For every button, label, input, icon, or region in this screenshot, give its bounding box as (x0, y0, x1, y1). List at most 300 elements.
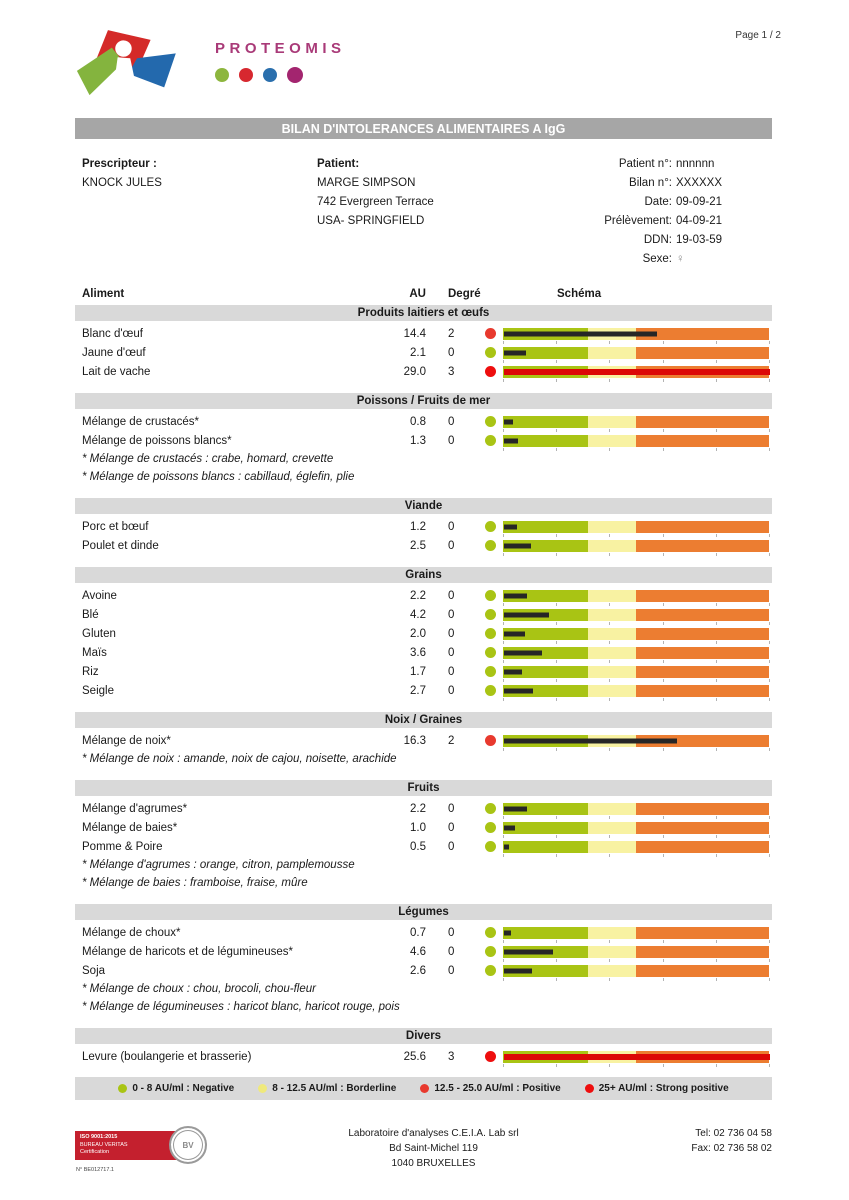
au-value: 1.3 (410, 434, 426, 447)
axis-tick (503, 641, 504, 644)
axis-tick (716, 1064, 717, 1067)
axis-tick (769, 748, 770, 751)
axis-tick (503, 1064, 504, 1067)
section-title: Noix / Graines (75, 712, 772, 728)
column-header-aliment: Aliment (82, 288, 125, 300)
axis-tick (609, 622, 610, 625)
axis-tick (609, 534, 610, 537)
axis-tick (663, 429, 664, 432)
zone-positive (636, 647, 769, 659)
degree-value: 0 (448, 346, 455, 359)
axis-tick (556, 622, 557, 625)
schema-cell (485, 647, 772, 659)
axis-tick (556, 959, 557, 962)
lab-fax: Fax: 02 736 58 02 (691, 1143, 772, 1154)
degree-value: 0 (448, 627, 455, 640)
schema-cell (485, 822, 772, 834)
zone-borderline (588, 822, 636, 834)
degree-value: 0 (448, 665, 455, 678)
axis-tick (716, 816, 717, 819)
patient-meta-row (560, 250, 736, 269)
axis-tick (556, 748, 557, 751)
column-header-schema: Schéma (557, 288, 602, 300)
food-name: Pomme & Poire (82, 840, 163, 853)
au-value: 16.3 (403, 734, 426, 747)
footnote: * Mélange de poissons blancs : cabillaud, églefin, plie (82, 471, 355, 483)
schema-bar (503, 328, 769, 340)
zone-borderline (588, 590, 636, 602)
degree-value: 0 (448, 646, 455, 659)
value-bar (504, 930, 511, 935)
lab-address-line2: 1040 BRUXELLES (391, 1158, 476, 1169)
value-bar (504, 612, 549, 617)
axis-tick (663, 835, 664, 838)
brand-dot-icon (287, 67, 303, 83)
schema-cell (485, 803, 772, 815)
axis-tick (663, 679, 664, 682)
meta-value: ♀ (676, 253, 685, 265)
axis-tick (663, 641, 664, 644)
legend-label: 8 - 12.5 AU/ml : Borderline (272, 1083, 397, 1094)
axis-tick (769, 959, 770, 962)
table-row (75, 923, 772, 942)
schema-bar (503, 435, 769, 447)
schema-cell (485, 416, 772, 428)
zone-positive (636, 590, 769, 602)
axis-tick (609, 959, 610, 962)
axis-tick (716, 448, 717, 451)
status-dot-icon (485, 803, 496, 814)
schema-bar (503, 735, 769, 747)
au-value: 2.6 (410, 964, 426, 977)
zone-positive (636, 609, 769, 621)
value-bar (504, 738, 677, 743)
zone-positive (636, 822, 769, 834)
axis-tick (503, 603, 504, 606)
axis-tick (503, 835, 504, 838)
axis-tick (663, 603, 664, 606)
zone-borderline (588, 435, 636, 447)
schema-cell (485, 946, 772, 958)
table-row (75, 942, 772, 961)
au-value: 3.6 (410, 646, 426, 659)
food-name: Maïs (82, 646, 107, 659)
table-row (75, 624, 772, 643)
table-row (75, 517, 772, 536)
schema-bar (503, 347, 769, 359)
table-row (75, 818, 772, 837)
food-name: Gluten (82, 627, 116, 640)
au-value: 0.8 (410, 415, 426, 428)
schema-cell (485, 841, 772, 853)
footnote: * Mélange de choux : chou, brocoli, chou-fleur (82, 983, 316, 995)
degree-value: 0 (448, 945, 455, 958)
food-name: Levure (boulangerie et brasserie) (82, 1050, 252, 1063)
footnote: * Mélange de noix : amande, noix de cajou, noisette, arachide (82, 753, 397, 765)
axis-tick (716, 641, 717, 644)
iso-certification-badge (75, 1126, 235, 1174)
meta-value: 09-09-21 (676, 196, 723, 208)
value-bar (504, 524, 517, 529)
report-body (75, 118, 772, 1100)
zone-borderline (588, 521, 636, 533)
degree-value: 0 (448, 539, 455, 552)
lab-address-line1: Bd Saint-Michel 119 (389, 1143, 478, 1154)
lab-tel: Tel: 02 736 04 58 (695, 1128, 772, 1139)
patient-info-block (75, 155, 772, 269)
schema-bar (503, 521, 769, 533)
axis-tick (503, 379, 504, 382)
axis-tick (609, 379, 610, 382)
zone-positive (636, 841, 769, 853)
axis-tick (503, 429, 504, 432)
zone-borderline (588, 647, 636, 659)
lab-name: Laboratoire d'analyses C.E.I.A. Lab srl (348, 1128, 519, 1139)
table-row (75, 662, 772, 681)
food-name: Blanc d'œuf (82, 327, 143, 340)
meta-label: Prélèvement: (604, 215, 672, 227)
axis-tick (556, 379, 557, 382)
au-value: 2.7 (410, 684, 426, 697)
axis-tick (556, 534, 557, 537)
status-dot-icon (485, 628, 496, 639)
table-row (75, 605, 772, 624)
status-dot-icon (485, 416, 496, 427)
au-value: 2.1 (410, 346, 426, 359)
status-dot-icon (485, 685, 496, 696)
status-dot-icon (485, 841, 496, 852)
table-row (75, 343, 772, 362)
axis-tick (716, 959, 717, 962)
axis-tick (769, 854, 770, 857)
au-value: 2.2 (410, 802, 426, 815)
axis-tick (716, 341, 717, 344)
food-name: Mélange d'agrumes* (82, 802, 188, 815)
proteomis-logo-icon (75, 28, 201, 104)
footnote: * Mélange d'agrumes : orange, citron, pamplemousse (82, 859, 355, 871)
value-bar (504, 1054, 770, 1060)
report-footer (75, 1126, 772, 1174)
axis-tick (716, 534, 717, 537)
axis-tick (663, 534, 664, 537)
axis-tick (663, 660, 664, 663)
schema-cell (485, 609, 772, 621)
table-row (75, 799, 772, 818)
axis-tick (769, 553, 770, 556)
schema-cell (485, 735, 772, 747)
zone-borderline (588, 965, 636, 977)
schema-bar (503, 1051, 769, 1063)
axis-tick (716, 940, 717, 943)
zone-borderline (588, 666, 636, 678)
section-title: Divers (75, 1028, 772, 1044)
schema-cell (485, 590, 772, 602)
axis-tick (609, 553, 610, 556)
axis-tick (609, 603, 610, 606)
patient-address-line2: USA- SPRINGFIELD (317, 215, 425, 227)
au-value: 1.7 (410, 665, 426, 678)
axis-tick (769, 816, 770, 819)
zone-positive (636, 803, 769, 815)
schema-cell (485, 328, 772, 340)
axis-tick (663, 448, 664, 451)
schema-cell (485, 666, 772, 678)
patient-meta-row (560, 193, 736, 212)
footnote: * Mélange de baies : framboise, fraise, mûre (82, 877, 308, 889)
status-dot-icon (485, 347, 496, 358)
axis-tick (503, 553, 504, 556)
axis-tick (769, 978, 770, 981)
value-bar (504, 331, 657, 336)
meta-value: 19-03-59 (676, 234, 723, 246)
table-row (75, 1047, 772, 1066)
schema-bar (503, 822, 769, 834)
axis-tick (556, 341, 557, 344)
meta-label: DDN: (643, 234, 672, 246)
au-value: 2.2 (410, 589, 426, 602)
zone-positive (636, 685, 769, 697)
axis-tick (663, 379, 664, 382)
value-bar (504, 825, 515, 830)
prescriber-block (75, 155, 310, 269)
axis-tick (716, 854, 717, 857)
food-name: Blé (82, 608, 99, 621)
status-dot-icon (485, 735, 496, 746)
brand-dots-icon (215, 67, 346, 83)
axis-tick (663, 341, 664, 344)
axis-tick (556, 553, 557, 556)
axis-tick (769, 429, 770, 432)
food-section (75, 567, 772, 700)
axis-tick (503, 341, 504, 344)
degree-value: 0 (448, 589, 455, 602)
table-row (75, 586, 772, 605)
axis-tick (663, 622, 664, 625)
section-title: Légumes (75, 904, 772, 920)
axis-tick (769, 660, 770, 663)
axis-tick (769, 360, 770, 363)
legend-dot-icon (118, 1084, 127, 1093)
axis-tick (663, 698, 664, 701)
value-bar (504, 806, 527, 811)
axis-tick (503, 978, 504, 981)
report-title: BILAN D'INTOLERANCES ALIMENTAIRES A IgG (75, 118, 772, 139)
degree-value: 0 (448, 964, 455, 977)
axis-tick (556, 816, 557, 819)
degree-value: 2 (448, 734, 455, 747)
schema-cell (485, 1051, 772, 1063)
status-dot-icon (485, 666, 496, 677)
food-section (75, 1028, 772, 1066)
axis-tick (609, 429, 610, 432)
axis-tick (503, 360, 504, 363)
food-name: Mélange de choux* (82, 926, 181, 939)
table-row (75, 431, 772, 450)
food-name: Jaune d'œuf (82, 346, 146, 359)
zone-positive (636, 347, 769, 359)
zone-borderline (588, 416, 636, 428)
schema-cell (485, 540, 772, 552)
status-dot-icon (485, 590, 496, 601)
meta-label: Patient n°: (618, 158, 672, 170)
food-name: Avoine (82, 589, 117, 602)
schema-cell (485, 521, 772, 533)
axis-tick (609, 978, 610, 981)
axis-tick (556, 660, 557, 663)
value-bar (504, 543, 531, 548)
food-name: Riz (82, 665, 99, 678)
axis-tick (556, 641, 557, 644)
meta-label: Sexe: (642, 253, 672, 265)
legend-item (420, 1083, 560, 1094)
zone-positive (636, 666, 769, 678)
food-name: Mélange de noix* (82, 734, 171, 747)
value-bar (504, 669, 522, 674)
food-name: Mélange de haricots et de légumineuses* (82, 945, 293, 958)
legend-item (585, 1083, 729, 1094)
page-number: Page 1 / 2 (735, 30, 781, 41)
axis-tick (556, 429, 557, 432)
status-dot-icon (485, 647, 496, 658)
zone-borderline (588, 609, 636, 621)
zone-borderline (588, 685, 636, 697)
meta-label: Bilan n°: (629, 177, 672, 189)
section-title: Produits laitiers et œufs (75, 305, 772, 321)
axis-tick (769, 622, 770, 625)
au-value: 2.5 (410, 539, 426, 552)
table-row (75, 536, 772, 555)
table-row (75, 412, 772, 431)
schema-bar (503, 666, 769, 678)
axis-tick (609, 360, 610, 363)
axis-tick (609, 341, 610, 344)
column-header-degre: Degré (448, 288, 481, 300)
axis-tick (556, 360, 557, 363)
axis-tick (609, 641, 610, 644)
food-section (75, 904, 772, 1016)
axis-tick (503, 748, 504, 751)
axis-tick (663, 940, 664, 943)
axis-tick (503, 534, 504, 537)
zone-positive (636, 946, 769, 958)
axis-tick (769, 341, 770, 344)
value-bar (504, 438, 518, 443)
schema-bar (503, 946, 769, 958)
axis-tick (609, 748, 610, 751)
legend-item (258, 1083, 396, 1094)
table-sections (75, 305, 772, 1066)
degree-value: 0 (448, 802, 455, 815)
axis-tick (716, 553, 717, 556)
degree-value: 0 (448, 608, 455, 621)
results-table (75, 285, 772, 1066)
axis-tick (556, 978, 557, 981)
axis-tick (769, 534, 770, 537)
axis-tick (556, 698, 557, 701)
au-value: 14.4 (403, 327, 426, 340)
value-bar (504, 350, 526, 355)
status-dot-icon (485, 946, 496, 957)
lab-contact-block (602, 1126, 772, 1174)
au-value: 4.2 (410, 608, 426, 621)
food-section (75, 780, 772, 892)
axis-tick (556, 679, 557, 682)
food-name: Mélange de crustacés* (82, 415, 199, 428)
patient-meta-row (560, 212, 736, 231)
axis-tick (716, 429, 717, 432)
schema-bar (503, 590, 769, 602)
axis-tick (609, 448, 610, 451)
schema-bar (503, 628, 769, 640)
prescriber-label: Prescripteur : (82, 158, 157, 170)
legend-dot-icon (585, 1084, 594, 1093)
table-row (75, 643, 772, 662)
axis-tick (769, 448, 770, 451)
footnote: * Mélange de crustacés : crabe, homard, crevette (82, 453, 334, 465)
axis-tick (609, 660, 610, 663)
axis-tick (769, 698, 770, 701)
axis-tick (556, 854, 557, 857)
axis-tick (503, 679, 504, 682)
au-value: 29.0 (403, 365, 426, 378)
food-name: Lait de vache (82, 365, 151, 378)
food-section (75, 393, 772, 486)
axis-tick (716, 748, 717, 751)
value-bar (504, 593, 527, 598)
zone-negative (503, 822, 588, 834)
column-header-au: AU (409, 288, 426, 300)
zone-positive (636, 927, 769, 939)
schema-bar (503, 540, 769, 552)
status-dot-icon (485, 435, 496, 446)
legend-item (118, 1083, 234, 1094)
food-name: Poulet et dinde (82, 539, 159, 552)
legend-dot-icon (420, 1084, 429, 1093)
food-name: Porc et bœuf (82, 520, 149, 533)
result-legend (75, 1077, 772, 1100)
prescriber-name: KNOCK JULES (82, 177, 162, 189)
value-bar (504, 968, 532, 973)
zone-negative (503, 416, 588, 428)
section-title: Viande (75, 498, 772, 514)
status-dot-icon (485, 540, 496, 551)
schema-bar (503, 366, 769, 378)
au-value: 4.6 (410, 945, 426, 958)
zone-borderline (588, 927, 636, 939)
degree-value: 0 (448, 415, 455, 428)
food-section (75, 498, 772, 555)
iso-badge-number: N° BE012717.1 (76, 1167, 114, 1173)
axis-tick (716, 835, 717, 838)
schema-bar (503, 803, 769, 815)
zone-borderline (588, 946, 636, 958)
iso-badge-line3: Certification (80, 1149, 110, 1155)
footnote: * Mélange de légumineuses : haricot blanc, haricot rouge, pois (82, 1001, 400, 1013)
status-dot-icon (485, 521, 496, 532)
degree-value: 3 (448, 1050, 455, 1063)
schema-cell (485, 628, 772, 640)
legend-label: 12.5 - 25.0 AU/ml : Positive (434, 1083, 561, 1094)
table-row (75, 681, 772, 700)
axis-tick (556, 940, 557, 943)
zone-negative (503, 927, 588, 939)
zone-borderline (588, 841, 636, 853)
degree-value: 0 (448, 520, 455, 533)
zone-positive (636, 435, 769, 447)
axis-tick (609, 854, 610, 857)
status-dot-icon (485, 927, 496, 938)
table-row (75, 362, 772, 381)
